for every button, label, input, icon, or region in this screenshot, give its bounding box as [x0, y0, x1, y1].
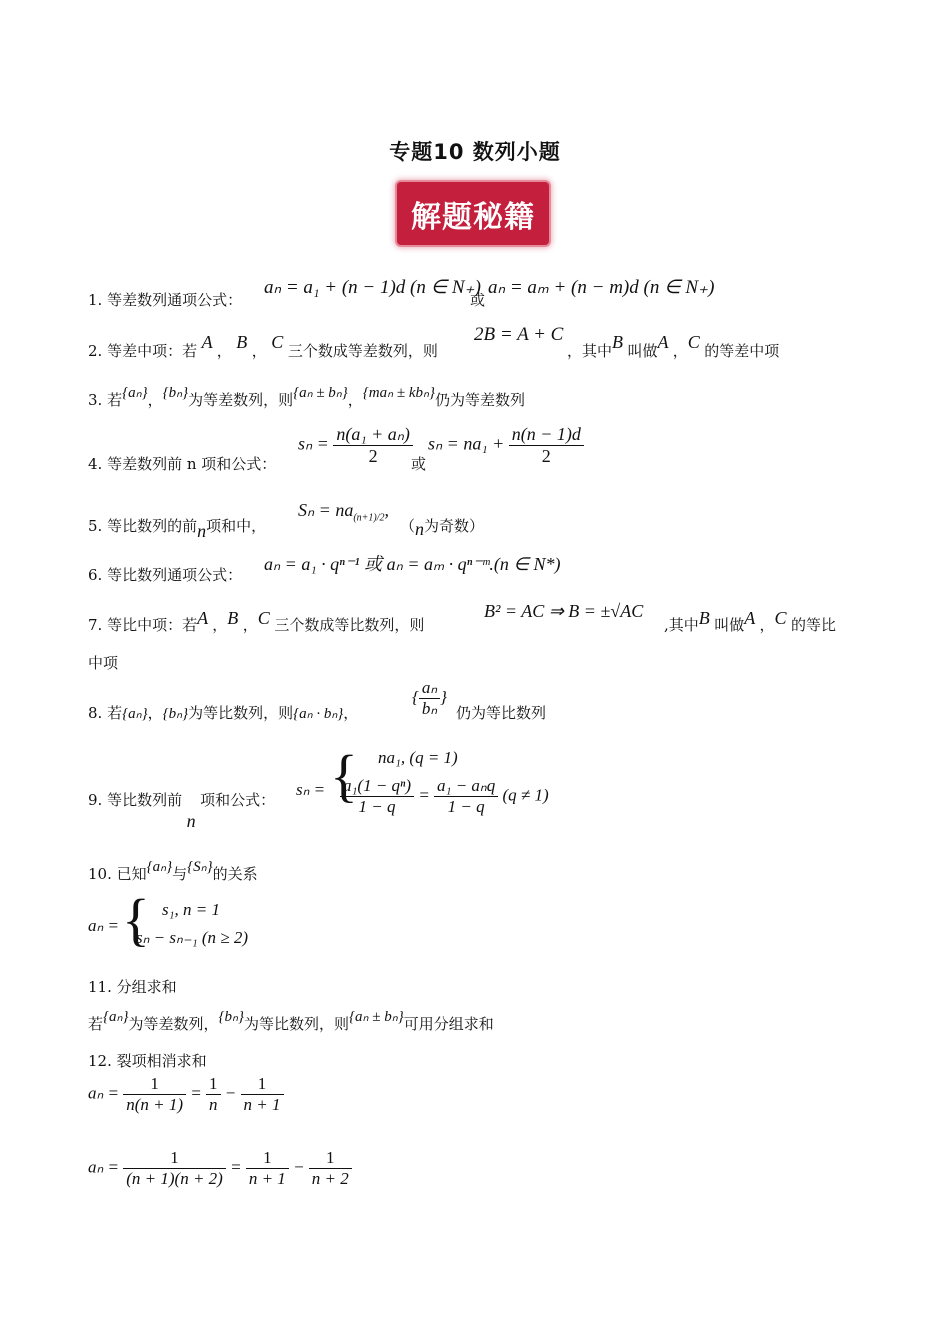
- item-12-formula-b: aₙ = $\frac{1}{(n + 1)(n + 2)}$ = $\frac{1}{n + 1}$ − $\frac{1}{n + 2}$: [88, 1148, 352, 1189]
- item-6: 6. 等比数列通项公式：: [88, 566, 243, 584]
- item-1-formula-a: aₙ = a₁ + (n − 1)d (n ∈ N₊): [264, 277, 481, 298]
- item-1-formula-b: aₙ = aₘ + (n − m)d (n ∈ N₊): [488, 277, 715, 298]
- item-4-formula-b: sₙ = na₁ + $\frac{n(n - 1)d}{2}$: [428, 424, 584, 467]
- item-8: 8. 若{aₙ}，{bₙ}为等比数列，则{aₙ · bₙ}，: [88, 704, 359, 722]
- item-8-frac: { $\frac{\text{aₙ}}{\text{bₙ}}$ }: [412, 678, 447, 718]
- item-8-tail: 仍为等比数列: [456, 704, 547, 722]
- item-4-or: 或: [411, 455, 427, 473]
- item-2: 2. 等差中项：若 A ， B ， C 三个数成等差数列，则: [88, 332, 438, 360]
- item-11: 若{aₙ}为等差数列，{bₙ}为等比数列，则{aₙ ± bₙ}可用分组求和: [88, 1009, 494, 1033]
- page-title: 专题10 数列小题: [389, 140, 561, 164]
- item-7-wrap: 中项: [88, 654, 119, 672]
- item-1-label: 1. 等差数列通项公式：: [88, 291, 243, 309]
- section-banner: 解题秘籍: [397, 182, 549, 245]
- item-5-note: （n为奇数）: [400, 517, 485, 539]
- item-1: [88, 289, 242, 310]
- item-7-formula: B² = AC ⇒ B = ±√AC: [484, 601, 644, 621]
- item-6-formula: aₙ = a₁ · qⁿ⁻¹ 或 aₙ = aₘ · qⁿ⁻ᵐ.(n ∈ N*): [264, 554, 561, 574]
- item-12-formula-a: aₙ = $\frac{1}{n(n + 1)}$ = $\frac{1}{n}$ − $\frac{1}{n + 1}$: [88, 1074, 284, 1115]
- item-7: 7. 等比中项：若A ，B ，C 三个数成等比数列，则: [88, 608, 425, 634]
- item-10: 10. 已知{aₙ}与{Sₙ}的关系: [88, 859, 258, 883]
- item-7-tail: ,其中B 叫做A ，C 的等比: [664, 608, 837, 634]
- item-2-tail: ，其中B 叫做A ，C 的等差中项: [567, 332, 780, 360]
- item-3: 3. 若{aₙ}，{bₙ}为等差数列，则{aₙ ± bₙ}，{maₙ ± kbₙ}仍为等差数列: [88, 385, 525, 409]
- item-5: 5. 等比数列的前n项和中，: [88, 517, 267, 541]
- item-12-title: 12. 裂项相消求和: [88, 1052, 207, 1070]
- item-1-or: 或: [470, 291, 486, 309]
- item-2-formula: 2B = A + C: [474, 324, 564, 345]
- item-4: 4. 等差数列前 n 项和公式：: [88, 455, 277, 473]
- item-5-formula: $S_n = na_{(n+1)/2}$,: [298, 500, 390, 524]
- item-9: 9. 等比数列前 n 项和公式：: [88, 791, 276, 831]
- item-4-formula-a: sₙ = $\frac{\text{n(a₁ + aₙ)}}{2}$: [298, 424, 413, 467]
- item-11-title: 11. 分组求和: [88, 978, 177, 996]
